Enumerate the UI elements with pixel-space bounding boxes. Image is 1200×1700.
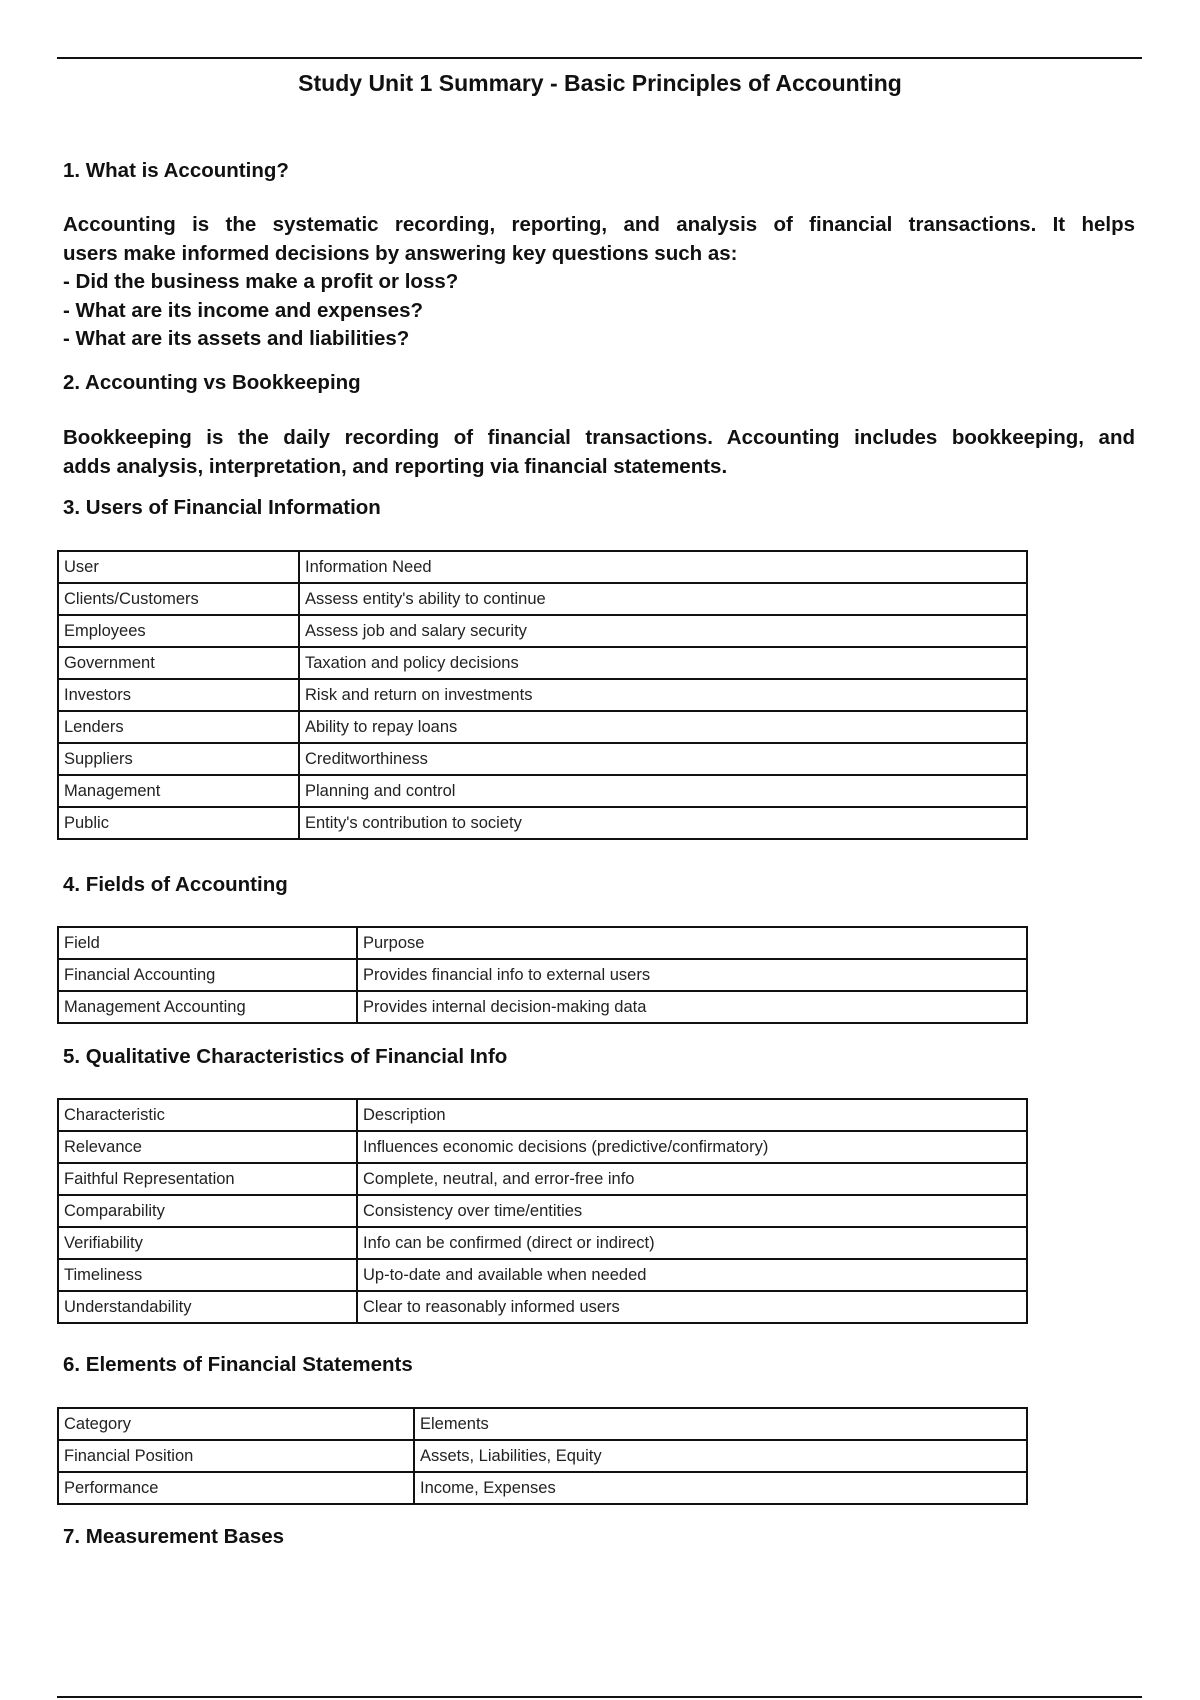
table-cell: Taxation and policy decisions bbox=[299, 647, 1027, 679]
table-cell: Income, Expenses bbox=[414, 1472, 1027, 1504]
table-row bbox=[58, 1291, 1027, 1323]
table-cell: Assess job and salary security bbox=[299, 615, 1027, 647]
table-cell: Provides financial info to external users bbox=[357, 959, 1027, 991]
table-cell: Info can be confirmed (direct or indirect) bbox=[357, 1227, 1027, 1259]
table-header-cell: User bbox=[58, 551, 299, 583]
table-cell: Assess entity's ability to continue bbox=[299, 583, 1027, 615]
section-4-heading: 4. Fields of Accounting bbox=[63, 873, 288, 896]
table-header-row bbox=[58, 1099, 1027, 1131]
document-title: Study Unit 1 Summary - Basic Principles of Accounting bbox=[298, 70, 902, 96]
table-cell: Performance bbox=[58, 1472, 414, 1504]
table-cell: Influences economic decisions (predictive/confirmatory) bbox=[357, 1131, 1027, 1163]
bullet-item: - What are its income and expenses? bbox=[63, 298, 423, 322]
table-row bbox=[58, 807, 1027, 839]
bullet-item: - What are its assets and liabilities? bbox=[63, 327, 410, 350]
table-header-cell: Elements bbox=[414, 1408, 1027, 1440]
paragraph-line: Bookkeeping is the daily recording of financial transactions. Accounting includes bookkeeping, and bbox=[63, 426, 1135, 449]
table-header-row bbox=[58, 551, 1027, 583]
table-cell: Risk and return on investments bbox=[299, 679, 1027, 711]
table-row bbox=[58, 615, 1027, 647]
fields-table bbox=[57, 926, 1028, 1024]
users-table bbox=[57, 550, 1028, 840]
table-row bbox=[58, 991, 1027, 1023]
table-cell: Comparability bbox=[58, 1195, 357, 1227]
table-cell: Clear to reasonably informed users bbox=[357, 1291, 1027, 1323]
bullet-item: - Did the business make a profit or loss? bbox=[63, 270, 459, 293]
table-cell: Government bbox=[58, 647, 299, 679]
table-header-cell: Characteristic bbox=[58, 1099, 357, 1131]
table-cell: Entity's contribution to society bbox=[299, 807, 1027, 839]
section-1-heading: 1. What is Accounting? bbox=[63, 159, 289, 182]
table-cell: Financial Position bbox=[58, 1440, 414, 1472]
section-2-heading: 2. Accounting vs Bookkeeping bbox=[63, 371, 361, 394]
table-row bbox=[58, 679, 1027, 711]
table-cell: Planning and control bbox=[299, 775, 1027, 807]
table-cell: Management bbox=[58, 775, 299, 807]
section-2-paragraph bbox=[63, 424, 1135, 481]
table-row bbox=[58, 1195, 1027, 1227]
table-cell: Faithful Representation bbox=[58, 1163, 357, 1195]
table-cell: Suppliers bbox=[58, 743, 299, 775]
section-5-heading: 5. Qualitative Characteristics of Financial Info bbox=[63, 1045, 508, 1068]
paragraph-line: users make informed decisions by answering key questions such as: bbox=[63, 241, 738, 265]
table-header-cell: Purpose bbox=[357, 927, 1027, 959]
table-cell: Investors bbox=[58, 679, 299, 711]
table-row bbox=[58, 1227, 1027, 1259]
section-1-paragraph bbox=[63, 211, 1135, 354]
table-row bbox=[58, 1131, 1027, 1163]
table-cell: Assets, Liabilities, Equity bbox=[414, 1440, 1027, 1472]
table-row bbox=[58, 775, 1027, 807]
table-cell: Consistency over time/entities bbox=[357, 1195, 1027, 1227]
table-row bbox=[58, 647, 1027, 679]
section-6-heading: 6. Elements of Financial Statements bbox=[63, 1353, 413, 1376]
table-cell: Verifiability bbox=[58, 1227, 357, 1259]
table-cell: Ability to repay loans bbox=[299, 711, 1027, 743]
table-row bbox=[58, 959, 1027, 991]
table-cell: Creditworthiness bbox=[299, 743, 1027, 775]
table-cell: Understandability bbox=[58, 1291, 357, 1323]
table-cell: Public bbox=[58, 807, 299, 839]
table-row bbox=[58, 743, 1027, 775]
section-3-heading: 3. Users of Financial Information bbox=[63, 496, 381, 519]
table-row bbox=[58, 1163, 1027, 1195]
bottom-rule bbox=[57, 1696, 1142, 1698]
table-row bbox=[58, 1440, 1027, 1472]
table-cell: Provides internal decision-making data bbox=[357, 991, 1027, 1023]
table-cell: Financial Accounting bbox=[58, 959, 357, 991]
top-rule bbox=[57, 57, 1142, 59]
table-row bbox=[58, 711, 1027, 743]
table-cell: Clients/Customers bbox=[58, 583, 299, 615]
table-header-cell: Field bbox=[58, 927, 357, 959]
section-7-heading: 7. Measurement Bases bbox=[63, 1525, 285, 1548]
table-cell: Up-to-date and available when needed bbox=[357, 1259, 1027, 1291]
table-row bbox=[58, 583, 1027, 615]
table-header-row bbox=[58, 927, 1027, 959]
table-row bbox=[58, 1259, 1027, 1291]
table-header-row bbox=[58, 1408, 1027, 1440]
table-cell: Timeliness bbox=[58, 1259, 357, 1291]
table-cell: Employees bbox=[58, 615, 299, 647]
table-cell: Management Accounting bbox=[58, 991, 357, 1023]
table-header-cell: Information Need bbox=[299, 551, 1027, 583]
table-row bbox=[58, 1472, 1027, 1504]
table-header-cell: Description bbox=[357, 1099, 1027, 1131]
paragraph-line: adds analysis, interpretation, and reporting via financial statements. bbox=[63, 454, 728, 478]
table-cell: Complete, neutral, and error-free info bbox=[357, 1163, 1027, 1195]
table-header-cell: Category bbox=[58, 1408, 414, 1440]
paragraph-line: Accounting is the systematic recording, reporting, and analysis of financial transactions. It helps bbox=[63, 213, 1135, 236]
characteristics-table bbox=[57, 1098, 1028, 1324]
elements-table bbox=[57, 1407, 1028, 1505]
table-cell: Lenders bbox=[58, 711, 299, 743]
table-cell: Relevance bbox=[58, 1131, 357, 1163]
